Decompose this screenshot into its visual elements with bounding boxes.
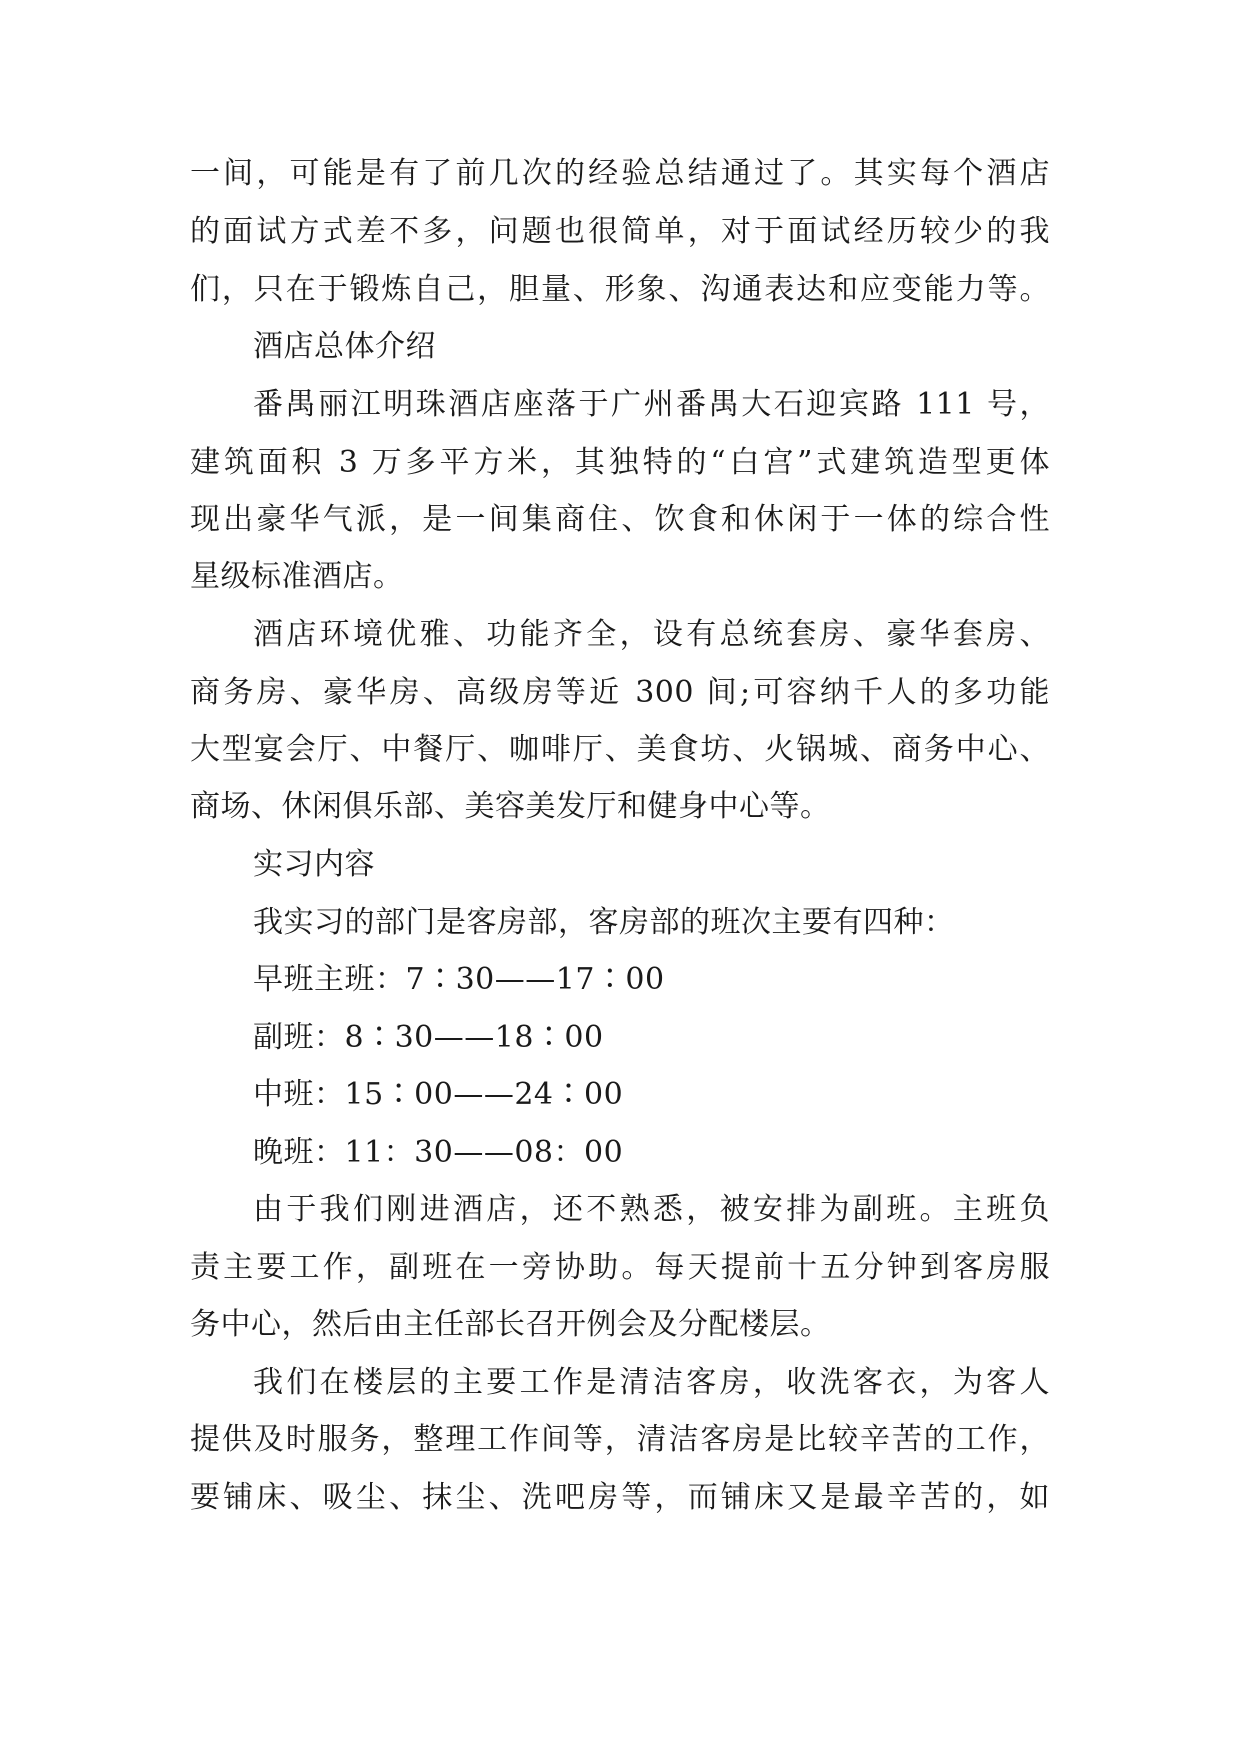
section-heading: 酒店总体介绍: [253, 329, 436, 364]
text-line: 商务房、豪华房、高级房等近 300 间;可容纳千人的多功能: [190, 675, 1050, 710]
text-line: 酒店环境优雅、功能齐全，设有总统套房、豪华套房、: [253, 617, 1050, 652]
text-line: 一间，可能是有了前几次的经验总结通过了。其实每个酒店: [190, 156, 1050, 191]
shift-line: 早班主班：7∶30——17∶00: [253, 962, 665, 997]
text-line: 我们在楼层的主要工作是清洁客房，收洗客衣，为客人: [253, 1365, 1050, 1400]
shift-line: 中班：15∶00——24∶00: [253, 1077, 624, 1112]
text-line: 我实习的部门是客房部，客房部的班次主要有四种：: [253, 905, 955, 940]
text-line: 大型宴会厅、中餐厅、咖啡厅、美食坊、火锅城、商务中心、: [190, 732, 1050, 767]
text-line: 提供及时服务，整理工作间等，清洁客房是比较辛苦的工作，: [190, 1422, 1050, 1457]
text-line: 由于我们刚进酒店，还不熟悉，被安排为副班。主班负: [253, 1192, 1050, 1227]
text-line: 们，只在于锻炼自己，胆量、形象、沟通表达和应变能力等。: [190, 272, 1050, 307]
text-line: 星级标准酒店。: [190, 559, 404, 594]
text-line: 现出豪华气派，是一间集商住、饮食和休闲于一体的综合性: [190, 502, 1050, 537]
text-line: 要铺床、吸尘、抹尘、洗吧房等，而铺床又是最辛苦的，如: [190, 1480, 1050, 1515]
text-line: 商场、休闲俱乐部、美容美发厅和健身中心等。: [190, 789, 831, 824]
text-line: 务中心，然后由主任部长召开例会及分配楼层。: [190, 1307, 831, 1342]
text-line: 的面试方式差不多，问题也很简单，对于面试经历较少的我: [190, 214, 1050, 249]
shift-line: 副班：8∶30——18∶00: [253, 1020, 604, 1055]
text-line: 责主要工作，副班在一旁协助。每天提前十五分钟到客房服: [190, 1250, 1050, 1285]
shift-line: 晚班：11：30——08：00: [253, 1135, 624, 1170]
text-line: 建筑面积 3 万多平方米，其独特的“白宫”式建筑造型更体: [190, 445, 1050, 480]
text-line: 番禺丽江明珠酒店座落于广州番禺大石迎宾路 111 号，: [253, 387, 1050, 422]
section-heading: 实习内容: [253, 847, 375, 882]
